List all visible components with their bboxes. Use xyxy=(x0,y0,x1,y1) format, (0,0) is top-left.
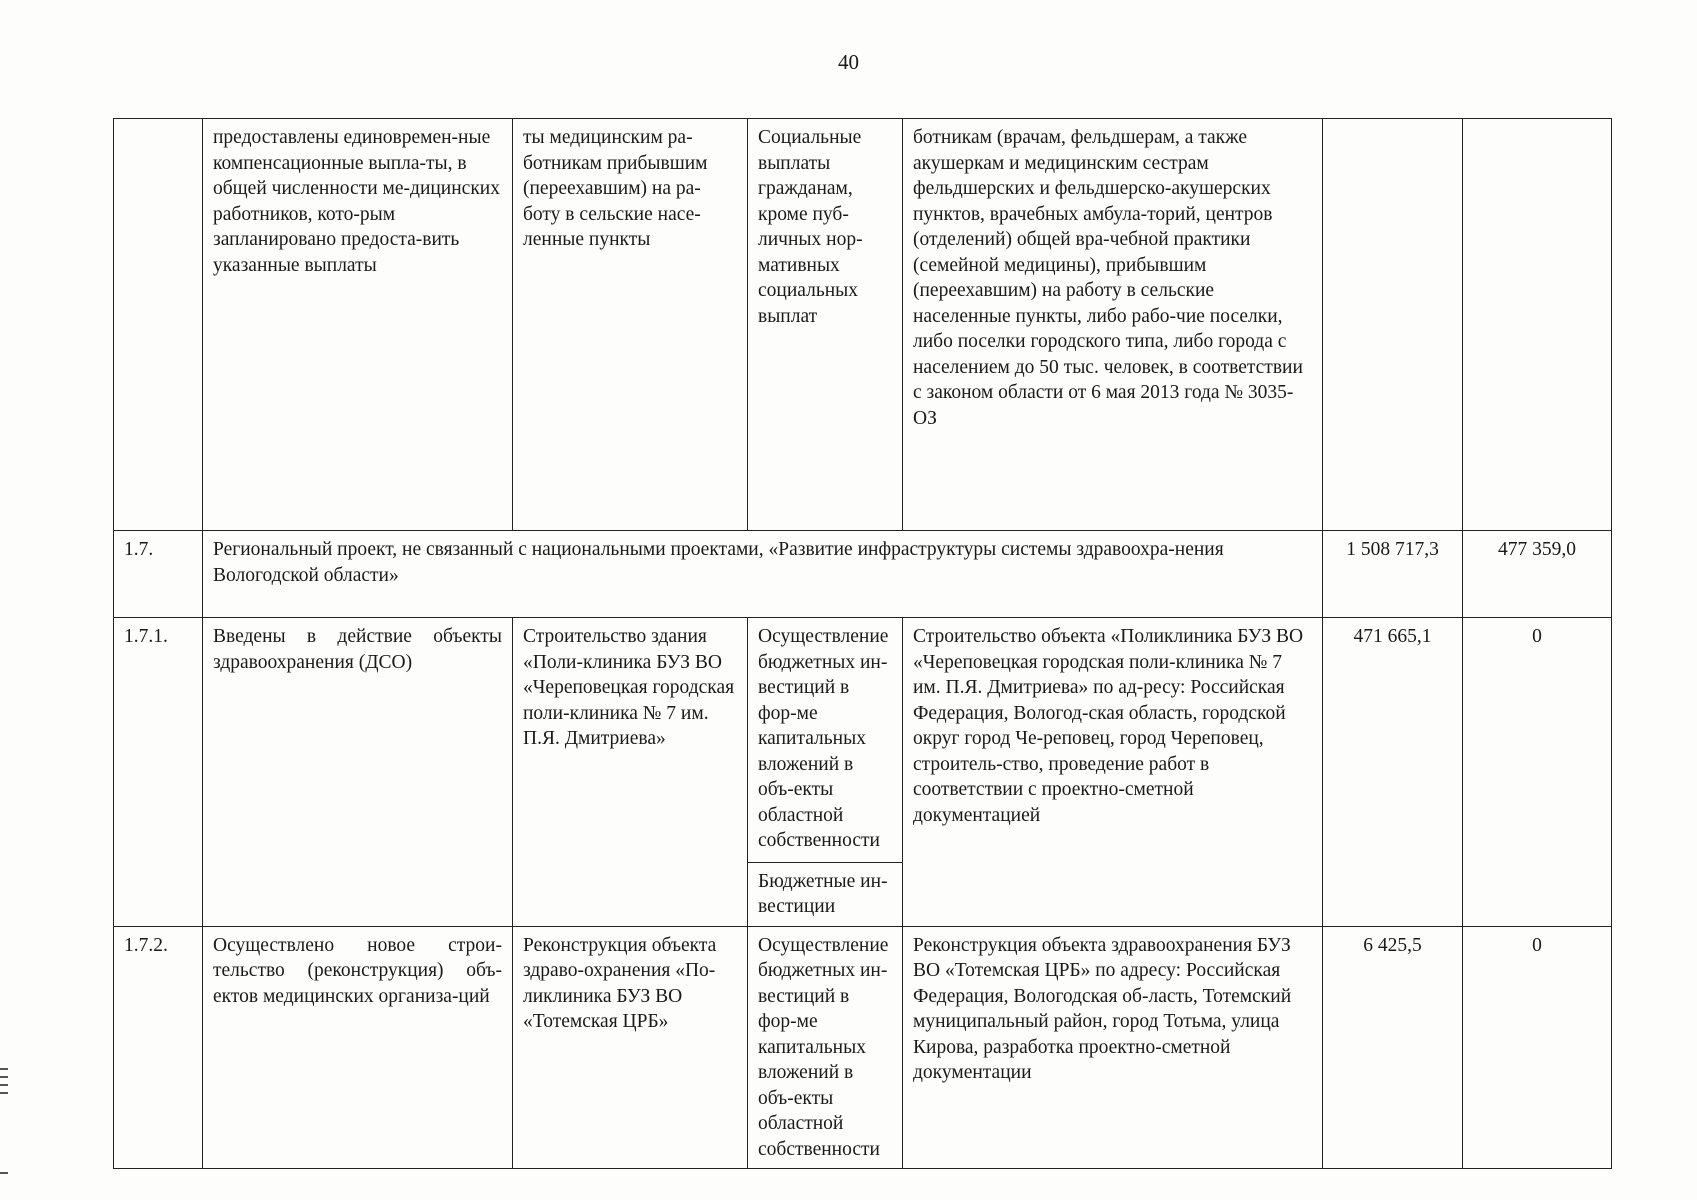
scan-mark xyxy=(0,1172,8,1174)
row-event: ты медицинским ра-ботникам прибывшим (переехавшим) на ра-боту в сельские насе-ленные пункты xyxy=(513,119,748,531)
row-code: 1.7.2. xyxy=(114,926,203,1169)
row-type: Осуществление бюджетных ин-вестиций в фор-ме капитальных вложений в объ-екты областной собственности xyxy=(748,926,903,1169)
row-result: Осуществлено новое строи-тельство (реконструкция) объ-ектов медицинских организа-ций xyxy=(203,926,513,1169)
table-row xyxy=(114,926,1612,1169)
row-event: Реконструкция объекта здраво-охранения «По-ликлиника БУЗ ВО «Тотемская ЦРБ» xyxy=(513,926,748,1169)
row-type: Социальные выплаты гражданам, кроме пуб-личных нор-мативных социальных выплат xyxy=(748,119,903,531)
table-row xyxy=(114,531,1612,618)
row-amount-1: 471 665,1 xyxy=(1323,618,1463,927)
scan-mark xyxy=(0,1084,8,1086)
row-description: Реконструкция объекта здравоохранения БУЗ ВО «Тотемская ЦРБ» по адресу: Российская Федерация, Вологодская об-ласть, Тотемский муниципальный район, город Тотьма, улица Кирова, разработка проектно-сметной документации xyxy=(903,926,1323,1169)
budget-table xyxy=(113,118,1612,1169)
row-code xyxy=(114,119,203,531)
row-amount-2: 477 359,0 xyxy=(1463,531,1612,618)
row-type-main: Осуществление бюджетных ин-вестиций в фор-ме капитальных вложений в объ-екты областной собственности xyxy=(758,626,889,851)
table-row xyxy=(114,618,1612,927)
row-amount-2: 0 xyxy=(1463,618,1612,927)
scan-mark xyxy=(0,1076,8,1078)
row-amount-1: 6 425,5 xyxy=(1323,926,1463,1169)
table-row xyxy=(114,119,1612,531)
row-amount-1: 1 508 717,3 xyxy=(1323,531,1463,618)
row-amount-2 xyxy=(1463,119,1612,531)
row-amount-1 xyxy=(1323,119,1463,531)
row-title: Региональный проект, не связанный с национальными проектами, «Развитие инфраструктуры системы здравоохра-нения Вологодской области» xyxy=(203,531,1323,618)
row-description: ботникам (врачам, фельдшерам, а также акушеркам и медицинским сестрам фельдшерских и фельдшерско-акушерских пунктов, врачебных амбула-торий, центров (отделений) общей вра-чебной практики (семейной медицины), прибывшим (переехавшим) на работу в сельские населенные пункты, либо рабо-чие поселки, либо поселки городского типа, либо города с населением до 50 тыс. человек, в соответствии с законом области от 6 мая 2013 года № 3035-ОЗ xyxy=(903,119,1323,531)
row-event: Строительство здания «Поли-клиника БУЗ ВО «Череповецкая городская поли-клиника № 7 им. П.Я. Дмитриева» xyxy=(513,618,748,927)
row-type xyxy=(748,618,903,927)
row-code: 1.7. xyxy=(114,531,203,618)
row-description: Строительство объекта «Поликлиника БУЗ ВО «Череповецкая городская поли-клиника № 7 им. П.Я. Дмитриева» по ад-ресу: Российская Федерация, Вологод-ская область, городской округ город Че-реповец, город Череповец, строитель-ство, проведение работ в соответствии с проектно-сметной документацией xyxy=(903,618,1323,927)
row-code: 1.7.1. xyxy=(114,618,203,927)
row-result: предоставлены единовремен-ные компенсационные выпла-ты, в общей численности ме-дицинских работников, кото-рым запланировано предоста-вить указанные выплаты xyxy=(203,119,513,531)
row-amount-2: 0 xyxy=(1463,926,1612,1169)
scan-mark xyxy=(0,1092,8,1094)
scan-mark xyxy=(0,1068,8,1070)
page-number: 40 xyxy=(838,50,859,74)
row-result: Введены в действие объекты здравоохранения (ДСО) xyxy=(203,618,513,927)
row-type-sub: Бюджетные ин-вестиции xyxy=(748,862,902,920)
